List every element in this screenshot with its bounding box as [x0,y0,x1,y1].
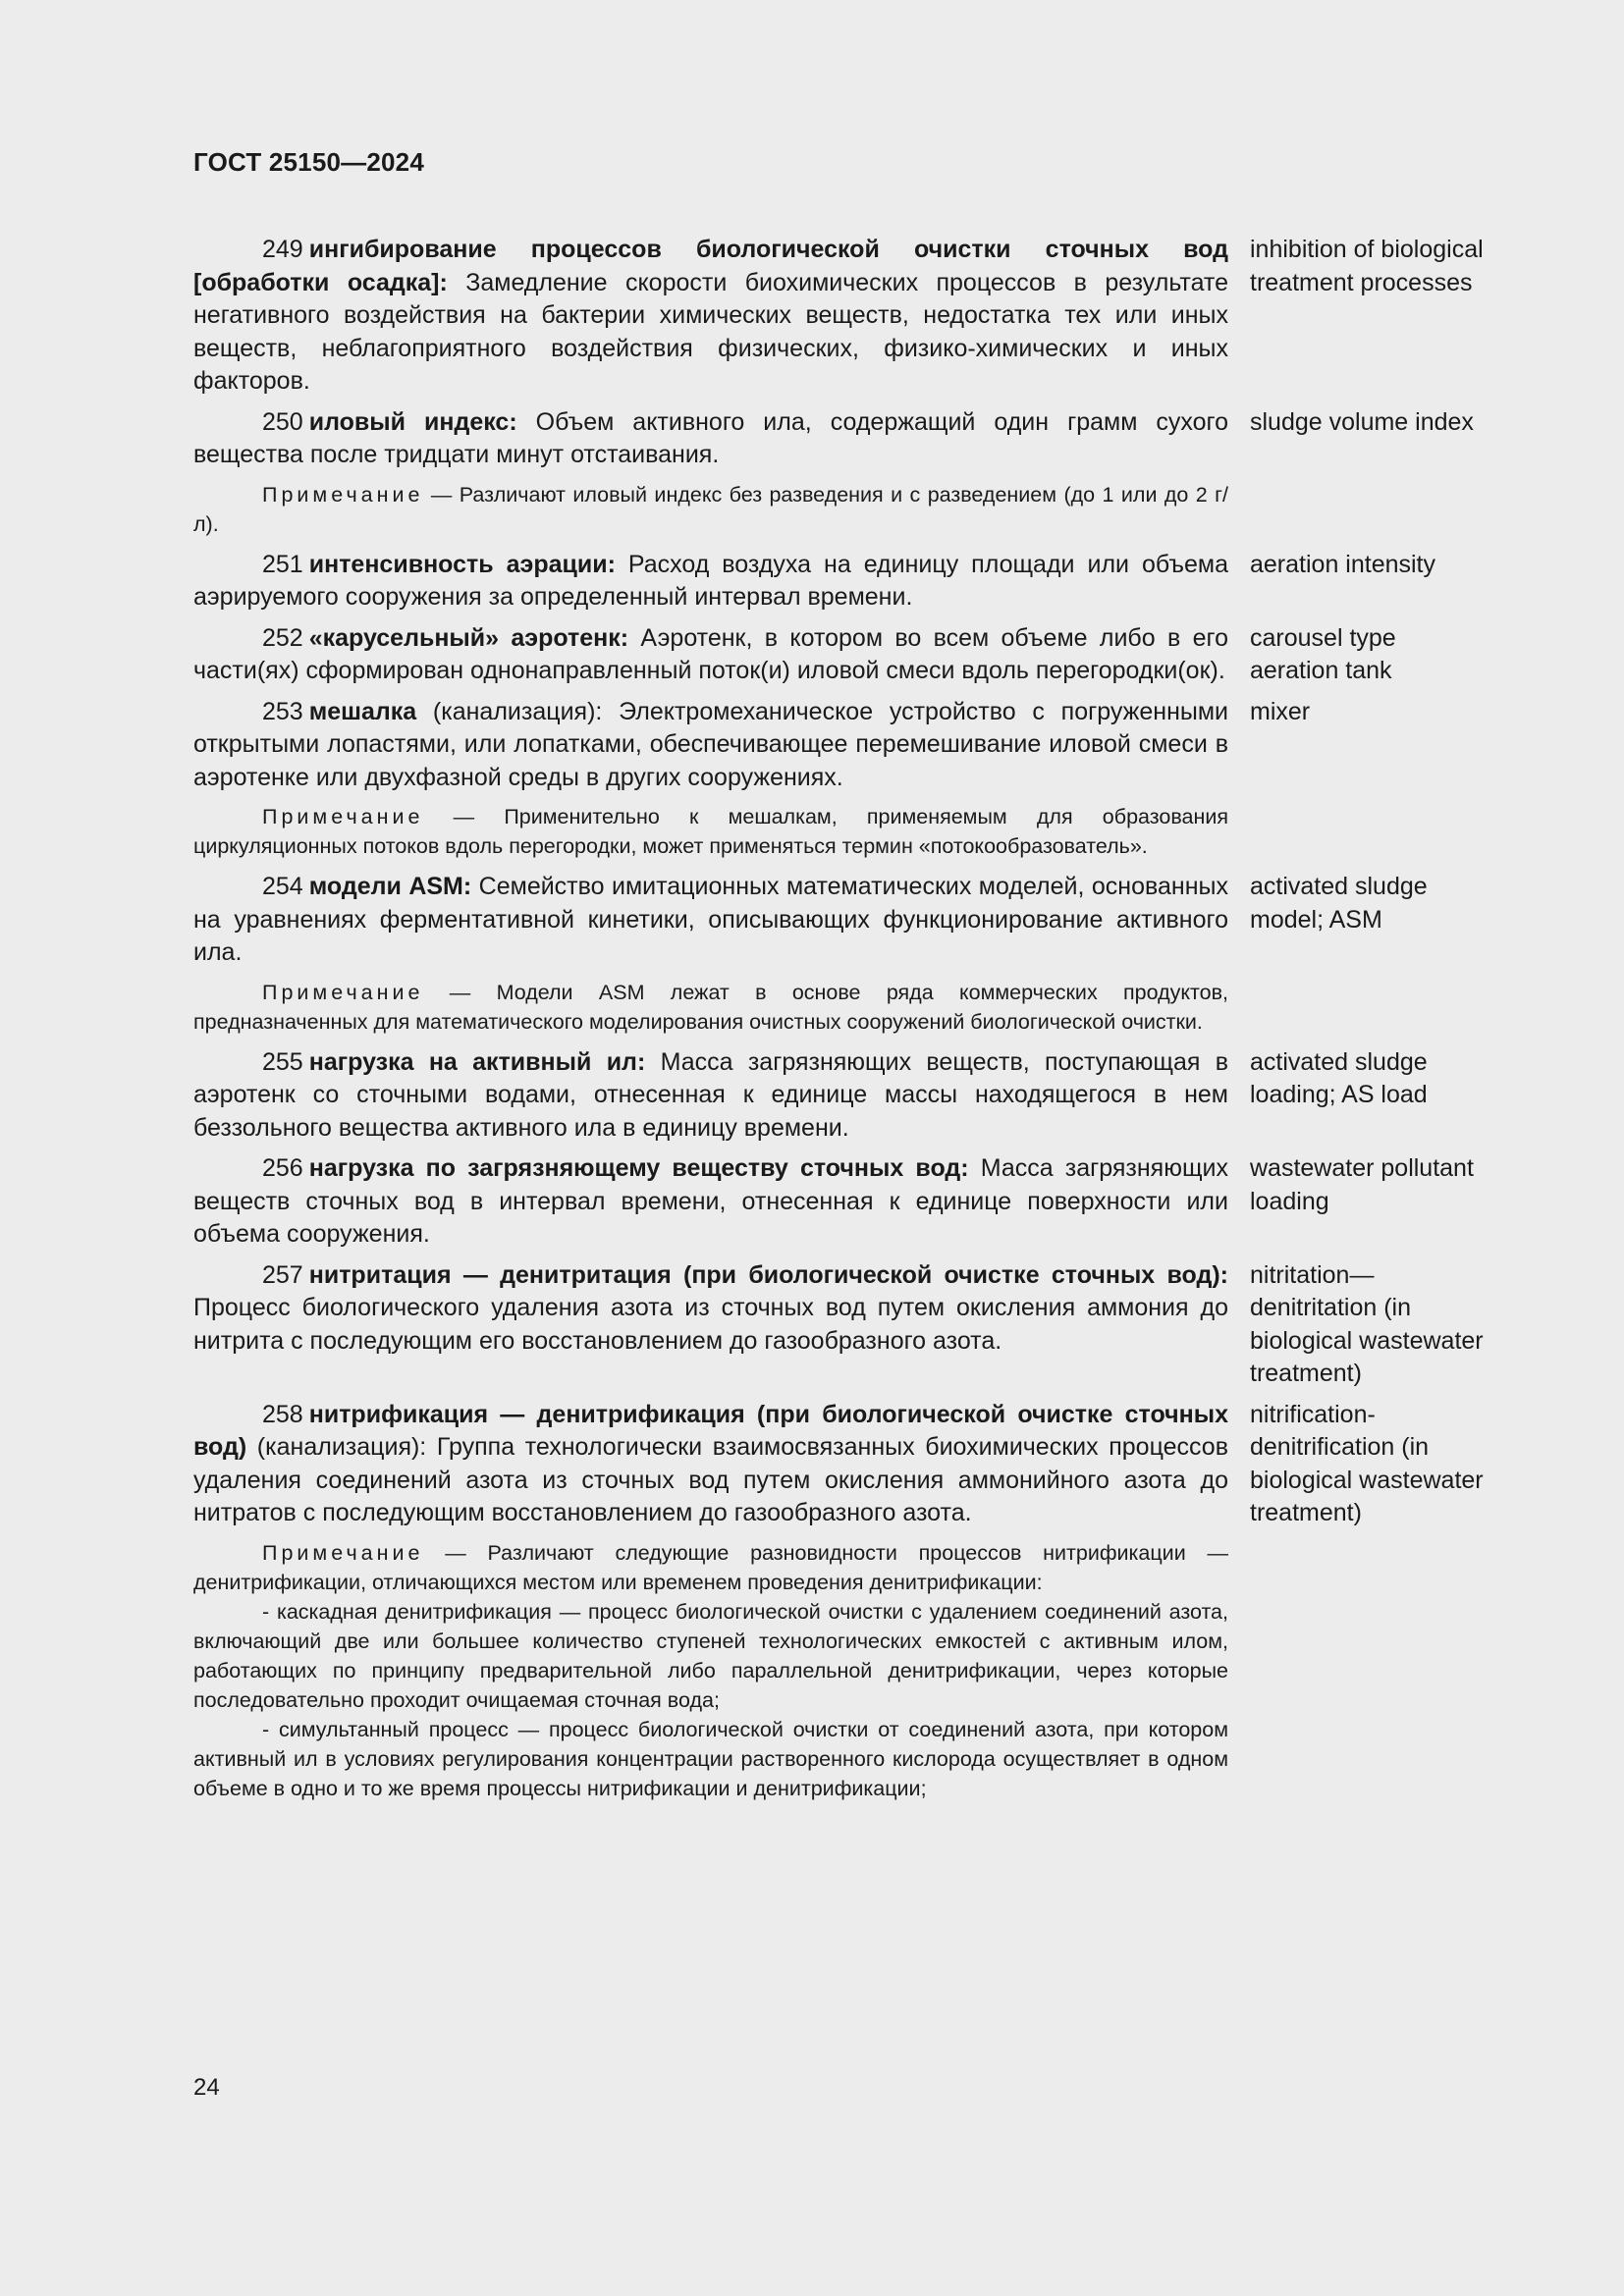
term-qualifier: (канализация): [246,1433,427,1461]
term-entry-257 [193,1259,1529,1391]
term-number: 250 [262,407,303,436]
term-number: 256 [262,1154,303,1182]
note-label: Примечание [262,1540,424,1565]
term-name: иловый индекс: [308,407,517,436]
term-entry-253 [193,696,1529,795]
note-text: — Модели ASM лежат в основе ряда коммерческих продуктов, предназначенных для математического моделирования очистных сооружений биологической очистки. [193,980,1228,1034]
term-entry-250 [193,406,1529,472]
note-text: — Применительно к мешалкам, применяемым для образования циркуляционных потоков вдоль перегородки, может применяться термин «потокообразователь». [193,805,1228,858]
term-number: 249 [262,236,303,263]
term-english: activated sludge model; ASM [1250,873,1428,934]
terms-list [193,234,1529,1813]
term-name: нагрузка по загрязняющему веществу сточных вод: [308,1154,969,1182]
term-qualifier: (канализация): [416,697,603,725]
term-entry-256 [193,1152,1529,1252]
term-number: 255 [262,1047,303,1076]
term-definition: Замедление скорости биохимических процессов в результате негативного воздействия на бактерии химических веществ, недостатка тех или иных веществ, неблагоприятного воздействия физических, физико-химических и иных факторов. [193,268,1228,395]
term-name: нитритация — денитритация (при биологической очистке сточных вод): [308,1260,1228,1289]
term-number: 257 [262,1260,303,1289]
term-entry-252 [193,622,1529,688]
term-english: aeration intensity [1250,550,1436,578]
term-definition: Электромеханическое устройство с погруженными открытыми лопастями, или лопатками, обеспечивающее перемешивание иловой смеси в аэротенке или двухфазной среды в других сооружениях. [193,697,1228,791]
term-number: 253 [262,697,303,725]
term-entry-254 [193,871,1529,970]
note-label: Примечание [262,980,424,1004]
term-definition: Расход воздуха на единицу площади или объема аэрируемого сооружения за определенный интервал времени. [193,550,1228,611]
note-label: Примечание [262,482,424,507]
term-name: «карусельный» аэротенк: [308,623,629,652]
note-250 [193,480,1228,539]
term-name: интенсивность аэрации: [308,550,616,578]
term-number: 251 [262,550,303,578]
term-english: nitrification- denitrification (in biological wastewater treatment) [1250,1400,1484,1526]
term-definition: Группа технологически взаимосвязанных биохимических процессов удаления соединений азота из сточных вод путем окисления аммонийного азота до нитратов с последующим восстановлением до газообразного азота. [193,1433,1228,1526]
term-number: 258 [262,1400,303,1428]
note-list-item: - каскадная денитрификация — процесс биологической очистки с удалением соединений азота, включающий две или большее количество ступеней технологических емкостей с активным илом, работающих по принципу предварительной либо параллельной денитрификации, через которые последовательно проходит очищаемая сточная вода; [193,1599,1228,1712]
term-english: sludge volume index [1250,407,1474,436]
term-name: модели ASM: [308,873,472,900]
note-text: — Различают иловый индекс без разведения и с разведением (до 1 или до 2 г/л). [193,482,1228,536]
term-english: activated sludge loading; AS load [1250,1047,1428,1108]
document-header: ГОСТ 25150—2024 [193,147,424,177]
term-definition: Масса загрязняющих веществ сточных вод в интервал времени, отнесенная к единице поверхности или объема сооружения. [193,1154,1229,1248]
term-entry-258 [193,1399,1529,1530]
term-entry-249 [193,234,1529,399]
term-english: carousel type aeration tank [1250,623,1396,684]
term-name: ингибирование процессов биологической очистки сточных вод [обработки осадка]: [193,236,1228,296]
term-english: wastewater pollutant loading [1250,1154,1474,1215]
term-english: inhibition of biological treatment processes [1250,236,1484,296]
note-258 [193,1538,1228,1803]
term-english: mixer [1250,697,1311,725]
note-label: Примечание [262,805,424,828]
term-name: нитрификация — денитрификация (при биологической очистке сточных вод) [193,1400,1228,1461]
term-definition: Процесс биологического удаления азота из сточных вод путем окисления аммония до нитрита с последующим его восстановлением до газообразного азота. [193,1294,1228,1355]
term-definition: Аэротенк, в котором во всем объеме либо в его части(ях) сформирован однонаправленный поток(и) иловой смеси вдоль перегородки(ок). [193,623,1228,684]
term-number: 252 [262,623,303,652]
note-253 [193,802,1228,861]
term-definition: Семейство имитационных математических моделей, основанных на уравнениях ферментативной кинетики, описывающих функционирование активного ила. [193,873,1228,966]
term-definition: Масса загрязняющих веществ, поступающая в аэротенк со сточными водами, отнесенная к единице массы находящегося в нем беззольного вещества активного ила в единицу времени. [193,1047,1228,1142]
note-list-item: - симультанный процесс — процесс биологической очистки от соединений азота, при котором активный ил в условиях регулирования концентрации растворенного кислорода осуществляет в одном объеме в одно и то же время процессы нитрификации и денитрификации; [193,1717,1228,1800]
page-number: 24 [193,2074,220,2101]
term-definition: Объем активного ила, содержащий один грамм сухого вещества после тридцати минут отстаивания. [193,407,1228,468]
note-text: — Различают следующие разновидности процессов нитрификации — денитрификации, отличающихся местом или временем проведения денитрификации: [193,1540,1228,1594]
term-english: nitritation— denitritation (in biological wastewater treatment) [1250,1260,1484,1387]
term-name: нагрузка на активный ил: [308,1047,646,1076]
note-254 [193,978,1228,1037]
term-name: мешалка [308,697,417,725]
term-entry-251 [193,549,1529,614]
term-number: 254 [262,873,303,900]
term-entry-255 [193,1046,1529,1146]
